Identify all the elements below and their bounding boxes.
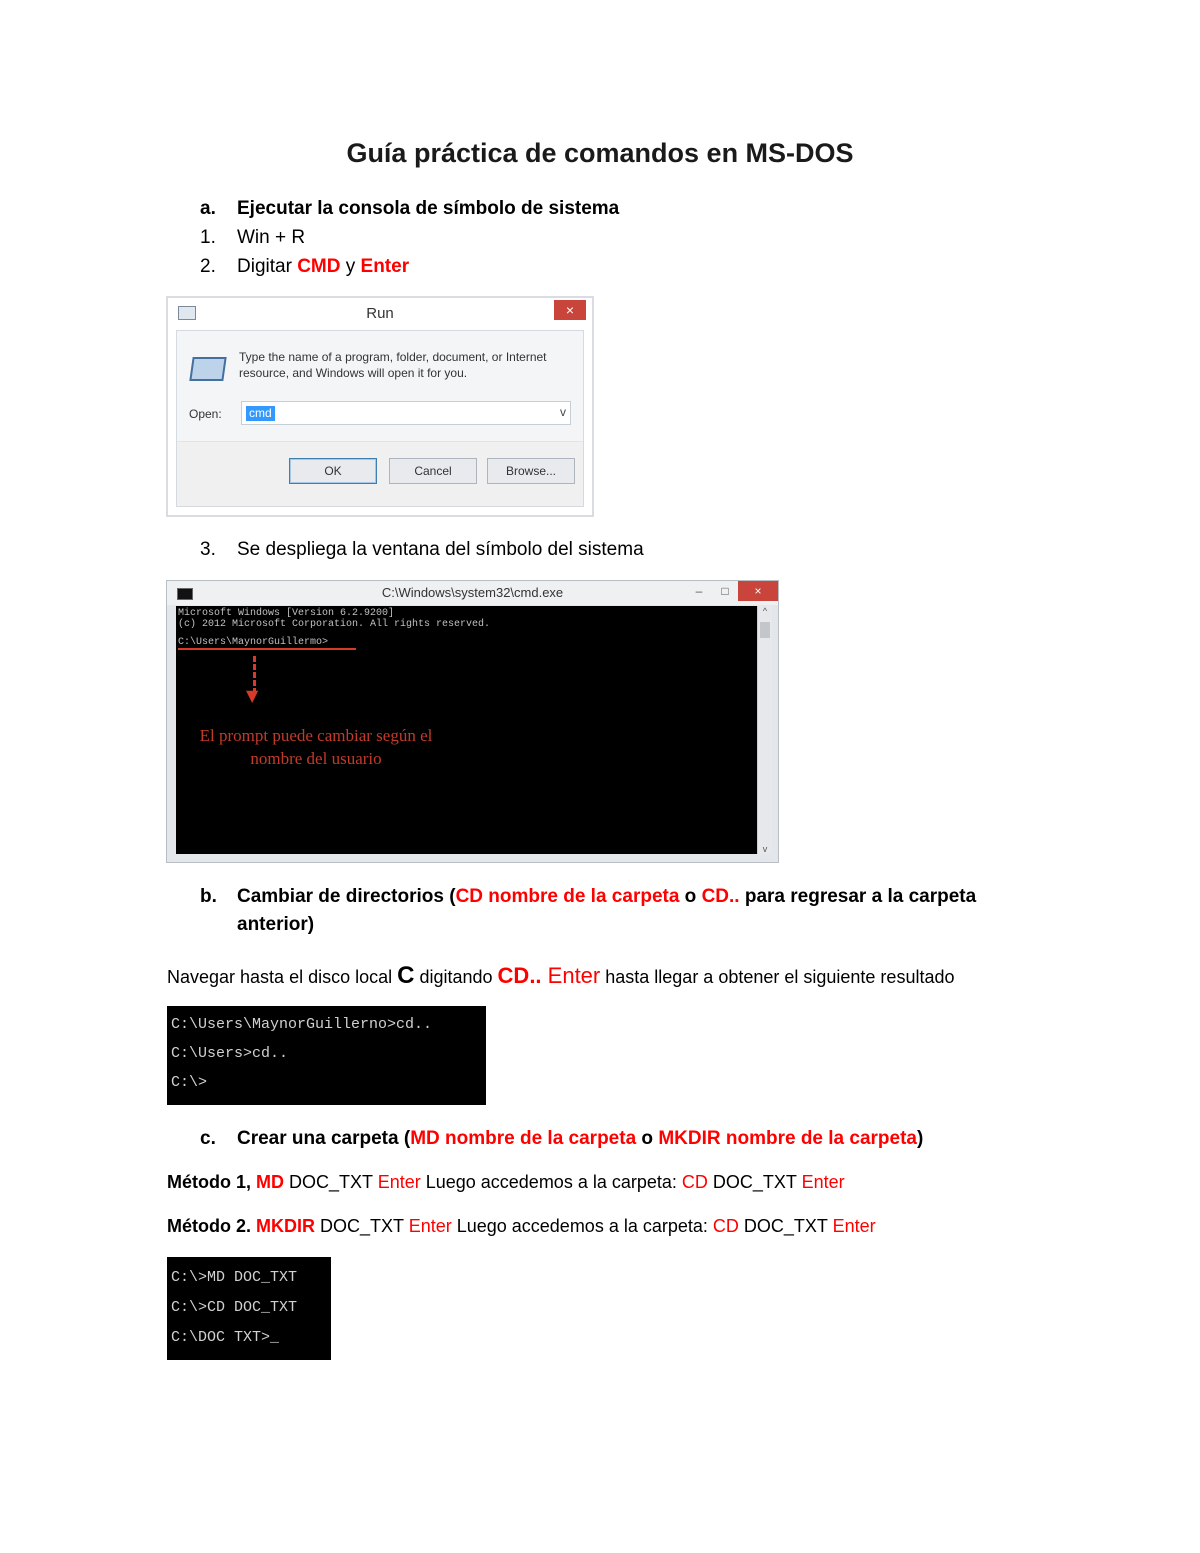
section-a-heading xyxy=(200,198,619,220)
scroll-up-icon[interactable]: ^ xyxy=(762,606,768,616)
browse-button[interactable]: Browse... xyxy=(487,458,575,484)
maximize-icon[interactable]: □ xyxy=(721,584,729,598)
step-3 xyxy=(200,539,644,561)
terminal-mkdir xyxy=(167,1257,331,1360)
method-1-key2: Enter xyxy=(801,1172,845,1192)
terminal-line: C:\DOC TXT>_ xyxy=(171,1329,280,1346)
page-title: Guía práctica de comandos en MS-DOS xyxy=(346,138,854,168)
nav-suffix: hasta llegar a obtener el siguiente resultado xyxy=(600,967,955,987)
nav-drive: C xyxy=(397,962,415,989)
step-2-prefix: Digitar xyxy=(237,256,298,277)
method-1-cmd: MD xyxy=(256,1172,284,1192)
method-2-then: Luego accedemos a la carpeta: xyxy=(451,1216,713,1236)
step-2 xyxy=(200,256,409,278)
run-body xyxy=(176,330,584,507)
section-c-o: o xyxy=(636,1128,659,1149)
step-1 xyxy=(200,227,305,249)
terminal-line: C:\>CD DOC_TXT xyxy=(171,1299,298,1316)
scroll-down-icon[interactable]: v xyxy=(762,844,768,854)
section-a-marker: a. xyxy=(200,198,216,219)
run-dialog xyxy=(166,296,594,517)
section-c-heading-end: ) xyxy=(916,1128,924,1149)
chevron-down-icon[interactable]: v xyxy=(560,405,566,419)
close-icon[interactable]: × xyxy=(554,300,586,320)
run-titlebar xyxy=(168,298,592,328)
method-1-label: Método 1, xyxy=(167,1172,256,1192)
nav-cmd: CD.. xyxy=(497,963,542,988)
cmd-titlebar xyxy=(167,581,778,605)
method-2 xyxy=(167,1216,876,1237)
section-b-cd-cmd: CD nombre de la carpeta xyxy=(455,886,680,907)
nav-key: Enter xyxy=(541,963,601,988)
step-2-key: Enter xyxy=(360,256,410,277)
method-2-arg: DOC_TXT xyxy=(315,1216,409,1236)
section-c-mkdir: MKDIR nombre de la carpeta xyxy=(658,1128,917,1149)
method-1-arg2: DOC_TXT xyxy=(707,1172,802,1192)
method-2-key2: Enter xyxy=(832,1216,876,1236)
terminal-line: C:\> xyxy=(171,1074,208,1091)
method-1-key: Enter xyxy=(377,1172,421,1192)
open-label: Open: xyxy=(189,407,222,421)
scrollbar[interactable] xyxy=(757,606,772,854)
step-2-middle: y xyxy=(340,256,361,277)
navigate-instruction xyxy=(167,962,954,990)
section-b-heading-end: para regresar a la carpeta xyxy=(739,886,977,907)
section-c-md: MD nombre de la carpeta xyxy=(410,1128,637,1149)
prompt-underline xyxy=(178,648,356,650)
section-b-cd-back: CD.. xyxy=(701,886,740,907)
arrow-down-icon: ▼ xyxy=(246,686,259,705)
terminal-line: C:\Users>cd.. xyxy=(171,1045,289,1062)
method-2-cd: CD xyxy=(712,1216,739,1236)
step-3-text: Se despliega la ventana del símbolo del sistema xyxy=(237,539,644,560)
method-2-label: Método 2. xyxy=(167,1216,256,1236)
run-app-icon xyxy=(189,357,226,381)
terminal-cd-back xyxy=(167,1006,486,1105)
method-1 xyxy=(167,1172,845,1193)
cmd-prompt: C:\Users\MaynorGuillermo> xyxy=(178,637,329,648)
cmd-line: Microsoft Windows [Version 6.2.9200] xyxy=(178,608,395,619)
section-c-heading-start: Crear una carpeta ( xyxy=(237,1128,411,1149)
section-c-marker: c. xyxy=(200,1128,216,1149)
cmd-window xyxy=(166,580,779,863)
cmd-line: (c) 2012 Microsoft Corporation. All rights reserved. xyxy=(178,619,491,630)
step-3-marker: 3. xyxy=(200,539,216,560)
cmd-title: C:\Windows\system32\cmd.exe xyxy=(381,585,564,600)
run-title: Run xyxy=(366,305,394,322)
scroll-thumb[interactable] xyxy=(760,622,770,638)
nav-mid: digitando xyxy=(414,967,498,987)
terminal-line: C:\Users\MaynorGuillerno>cd.. xyxy=(171,1016,433,1033)
run-footer xyxy=(177,441,583,506)
step-2-marker: 2. xyxy=(200,256,216,277)
section-b-heading xyxy=(200,886,976,908)
step-2-cmd: CMD xyxy=(297,256,341,277)
method-1-cd: CD xyxy=(681,1172,708,1192)
method-1-arg: DOC_TXT xyxy=(284,1172,378,1192)
prompt-annotation: El prompt puede cambiar según el nombre del usuario xyxy=(199,726,433,768)
cancel-button[interactable]: Cancel xyxy=(389,458,477,484)
ok-button[interactable]: OK xyxy=(289,458,377,484)
section-b-heading-start: Cambiar de directorios ( xyxy=(237,886,456,907)
step-1-marker: 1. xyxy=(200,227,216,248)
window-controls xyxy=(686,581,778,601)
section-a-heading-text: Ejecutar la consola de símbolo de sistema xyxy=(237,198,620,219)
terminal-line: C:\>MD DOC_TXT xyxy=(171,1269,298,1286)
close-icon[interactable]: × xyxy=(738,581,778,601)
method-1-then: Luego accedemos a la carpeta: xyxy=(420,1172,682,1192)
method-2-cmd: MKDIR xyxy=(256,1216,315,1236)
section-b-marker: b. xyxy=(200,886,217,907)
section-c-heading xyxy=(200,1128,923,1150)
method-2-arg2: DOC_TXT xyxy=(738,1216,833,1236)
section-b-o: o xyxy=(679,886,702,907)
section-b-heading-line2: anterior) xyxy=(237,914,315,935)
step-1-text: Win + R xyxy=(237,227,306,248)
cmd-screen[interactable] xyxy=(176,606,762,854)
open-input-value: cmd xyxy=(246,406,275,421)
open-input[interactable] xyxy=(241,401,571,425)
nav-prefix: Navegar hasta el disco local xyxy=(167,967,398,987)
method-2-key: Enter xyxy=(408,1216,452,1236)
run-description: Type the name of a program, folder, document, or Internet resource, and Windows will open it for you. xyxy=(239,350,547,380)
minimize-icon[interactable]: – xyxy=(695,584,703,598)
